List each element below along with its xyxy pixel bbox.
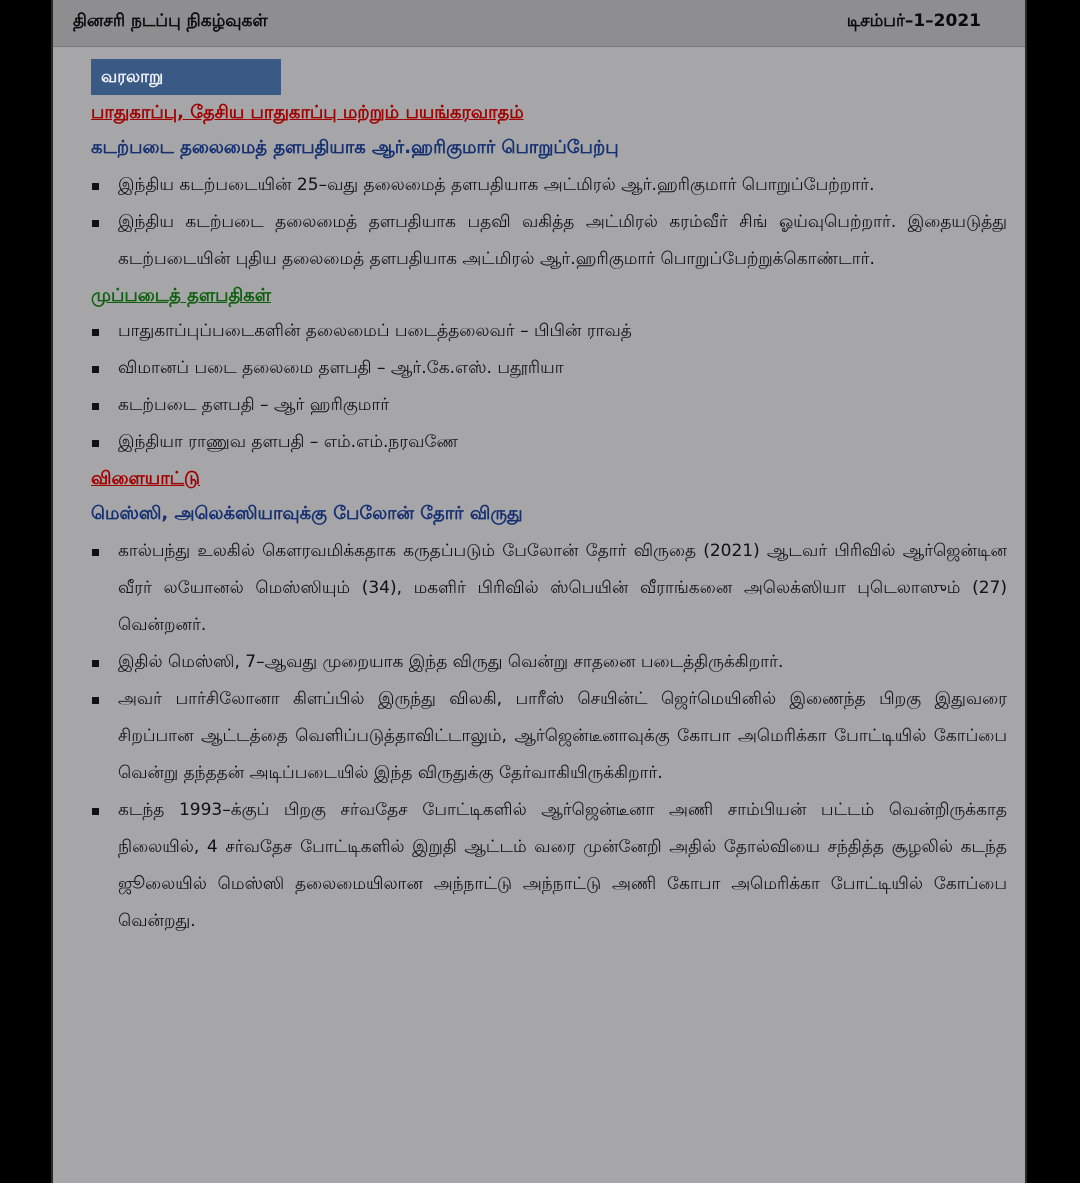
category-chiefs: முப்படைத் தளபதிகள் bbox=[91, 285, 271, 306]
header-title: தினசரி நடப்பு நிகழ்வுகள் bbox=[73, 11, 268, 31]
bullet-marker bbox=[92, 660, 99, 667]
list-item-text: இந்திய கடற்படை தலைமைத் தளபதியாக பதவி வகித்த அட்மிரல் கரம்வீர் சிங் ஓய்வுபெற்றார். இதையடுத்து கடற்படையின் புதிய தலைமைத் தளபதியாக அட்மிரல் ஆர்.ஹரிகுமார் பொறுப்பேற்றுக்கொண்டார். bbox=[118, 212, 1007, 269]
list-item-text: கடந்த 1993–க்குப் பிறகு சர்வதேச போட்டிகளில் ஆர்ஜென்டீனா அணி சாம்பியன் பட்டம் வென்றிருக்காத நிலையில், 4 சர்வதேச போட்டிகளில் இறுதி ஆட்டம் வரை முன்னேறி அதில் தோல்வியை சந்தித்த சூழலில் கடந்த ஜூலையில் மெஸ்ஸி தலைமையிலான அந்நாட்டு அந்நாட்டு அணி கோபா அமெரிக்கா போட்டியில் கோப்பை வென்றது. bbox=[118, 800, 1007, 931]
category-sports: விளையாட்டு bbox=[91, 468, 200, 489]
category-defense: பாதுகாப்பு, தேசிய பாதுகாப்பு மற்றும் பயங்கரவாதம் bbox=[91, 102, 524, 123]
list-item bbox=[91, 681, 1007, 792]
navy-bullet-list bbox=[91, 167, 1007, 278]
list-item-text: இந்திய கடற்படையின் 25–வது தலைமைத் தளபதியாக அட்மிரல் ஆர்.ஹரிகுமார் பொறுப்பேற்றார். bbox=[118, 175, 875, 195]
bullet-marker bbox=[92, 329, 99, 336]
document-page bbox=[51, 0, 1027, 1183]
headline-navy: கடற்படை தலைமைத் தளபதியாக ஆர்.ஹரிகுமார் பொறுப்பேற்பு bbox=[91, 137, 619, 158]
bullet-marker bbox=[92, 808, 99, 815]
list-item bbox=[91, 350, 1007, 387]
list-item bbox=[91, 424, 1007, 461]
article-content bbox=[91, 59, 1007, 940]
bullet-marker bbox=[92, 697, 99, 704]
list-item-text: அவர் பார்சிலோனா கிளப்பில் இருந்து விலகி, பாரீஸ் செயின்ட் ஜெர்மெயினில் இணைந்த பிறகு இதுவரை சிறப்பான ஆட்டத்தை வெளிப்படுத்தாவிட்டாலும், ஆர்ஜென்டீனாவுக்கு கோபா அமெரிக்கா போட்டியில் கோப்பை வென்று தந்ததன் அடிப்படையில் இந்த விருதுக்கு தேர்வாகியிருக்கிறார். bbox=[118, 689, 1007, 783]
bullet-marker bbox=[92, 440, 99, 447]
header-date: டிசம்பர்–1–2021 bbox=[846, 11, 981, 31]
list-item-text: விமானப் படை தலைமை தளபதி – ஆர்.கே.எஸ். பதூரியா bbox=[118, 358, 564, 378]
list-item-text: பாதுகாப்புப்படைகளின் தலைமைப் படைத்தலைவர் – பிபின் ராவத் bbox=[118, 321, 632, 341]
chiefs-bullet-list bbox=[91, 313, 1007, 461]
bullet-marker bbox=[92, 183, 99, 190]
list-item bbox=[91, 204, 1007, 278]
bullet-marker bbox=[92, 549, 99, 556]
bullet-marker bbox=[92, 403, 99, 410]
list-item-text: கடற்படை தளபதி – ஆர் ஹரிகுமார் bbox=[118, 395, 390, 415]
list-item bbox=[91, 533, 1007, 644]
bullet-marker bbox=[92, 366, 99, 373]
page-header bbox=[53, 0, 1025, 47]
list-item-text: இதில் மெஸ்ஸி, 7–ஆவது முறையாக இந்த விருது வென்று சாதனை படைத்திருக்கிறார். bbox=[118, 652, 784, 672]
list-item bbox=[91, 387, 1007, 424]
list-item-text: இந்தியா ராணுவ தளபதி – எம்.எம்.நரவணே bbox=[118, 432, 459, 452]
headline-ballon-dor: மெஸ்ஸி, அலெக்ஸியாவுக்கு பேலோன் தோர் விருது bbox=[91, 503, 523, 524]
list-item bbox=[91, 644, 1007, 681]
list-item bbox=[91, 313, 1007, 350]
section-badge: வரலாறு bbox=[91, 59, 281, 95]
list-item bbox=[91, 792, 1007, 940]
sports-bullet-list bbox=[91, 533, 1007, 940]
list-item-text: கால்பந்து உலகில் கௌரவமிக்கதாக கருதப்படும் பேலோன் தோர் விருதை (2021) ஆடவர் பிரிவில் ஆர்ஜென்டின வீரர் லயோனல் மெஸ்ஸியும் (34), மகளிர் பிரிவில் ஸ்பெயின் வீராங்கனை அலெக்ஸியா புடெலாஸும் (27) வென்றனர். bbox=[118, 541, 1007, 635]
bullet-marker bbox=[92, 220, 99, 227]
list-item bbox=[91, 167, 1007, 204]
